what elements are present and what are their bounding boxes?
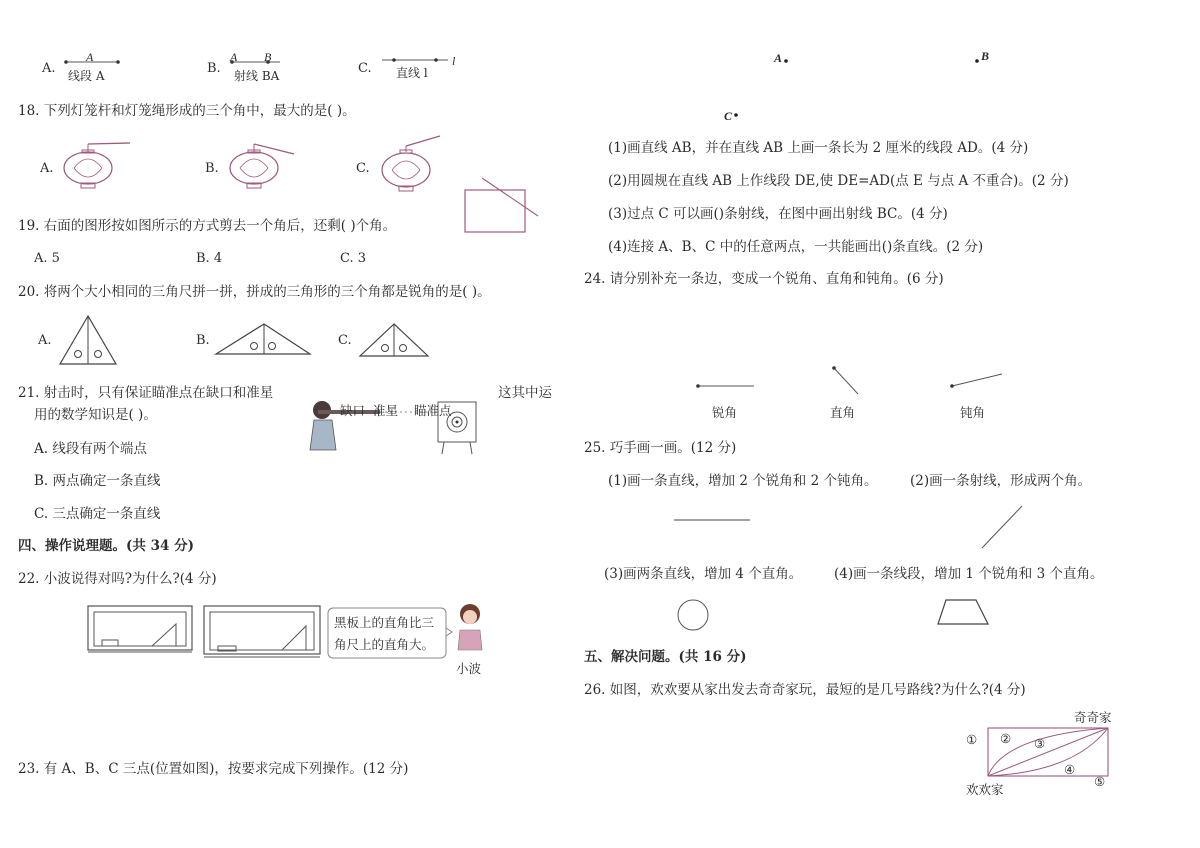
section-4-heading: 四、操作说理题。(共 34 分) [18,538,194,554]
q23-step-4: (4)连接 A、B、C 中的任意两点，一共能画出()条直线。(2 分) [608,239,984,255]
q25-figures-bottom [676,598,996,634]
shooter-illustration [298,388,492,460]
q21-option-c: C. 三点确定一条直线 [34,506,161,522]
q17-option-a: A. [42,61,56,76]
blackboard-ruler-figure [202,604,322,662]
boy-avatar [452,600,492,660]
route-2-label: ② [1000,731,1012,746]
label-gap: 缺口 [340,403,366,418]
q25-step-1: (1)画一条直线，增加 2 个锐角和 2 个钝角。 [608,473,878,489]
q25-step-2: (2)画一条射线，形成两个角。 [910,473,1092,489]
q20-question: 20. 将两个大小相同的三角尺拼一拼，拼成的三角形的三个角都是锐角的是( )。 [18,284,491,300]
q18-option-c: C. [356,161,370,176]
q23-step-3: (3)过点 C 可以画()条射线，在图中画出射线 BC。(4 分) [608,206,948,222]
triangle-ruler-c-icon [358,322,430,360]
q25-step-3: (3)画两条直线，增加 4 个直角。 [604,566,803,582]
label-aim-point: 瞄准点 [414,403,452,418]
lantern-icon-a [60,138,140,198]
q17-option-c: C. [358,61,372,76]
q21-question-line1-end: 这其中运 [498,385,552,401]
q19-option-b: B. 4 [196,251,223,266]
route-5-label: ⑤ [1094,774,1106,789]
triangle-ruler-b-icon [214,322,314,358]
cut-rectangle-figure [462,178,552,238]
q22-question: 22. 小波说得对吗?为什么?(4 分) [18,571,217,587]
label-acute-angle: 锐角 [712,405,738,420]
blackboard-figure [86,604,196,654]
bubble-text-1: 黑板上的直角比三 [334,615,435,630]
q25-figures-top [674,504,1034,550]
q25-question: 25. 巧手画一画。(12 分) [584,440,737,456]
route-4-label: ④ [1064,762,1076,777]
ray-point-b: B [264,50,272,64]
lantern-icon-c [378,138,458,200]
segment-label: 线段 A [68,69,105,83]
route-1-label: ① [966,732,978,747]
q18-option-a: A. [40,161,54,176]
q17-option-b: B. [207,61,221,76]
q20-option-a: A. [38,333,52,348]
q24-question: 24. 请分别补充一条边，变成一个锐角、直角和钝角。(6 分) [584,271,944,287]
q25-step-4: (4)画一条线段，增加 1 个锐角和 3 个直角。 [834,566,1104,582]
ray-point-a: A [230,50,238,64]
point-a-label: A [774,51,783,65]
q19-option-a: A. 5 [34,251,60,266]
ray-label: 射线 BA [234,69,280,83]
q19-option-c: C. 3 [340,251,367,266]
q20-option-c: C. [338,333,352,348]
segment-point-label: A [86,50,94,64]
q21-question-line1: 21. 射击时，只有保证瞄准点在缺口和准星 [18,385,274,401]
triangle-ruler-a-icon [58,314,118,368]
point-c-dot [733,112,739,118]
label-huanhuan-home: 欢欢家 [966,782,1004,797]
q23-question: 23. 有 A、B、C 三点(位置如图)，按要求完成下列操作。(12 分) [18,761,409,777]
boy-name: 小波 [456,661,482,676]
q18-option-b: B. [205,161,219,176]
q18-question: 18. 下列灯笼杆和灯笼绳形成的三个角中，最大的是( )。 [18,103,356,119]
line-label: 直线 l [396,66,428,80]
line-name: l [452,54,456,68]
label-qiqi-home: 奇奇家 [1074,710,1112,725]
label-front-sight: 准星 [373,403,399,418]
label-right-angle: 直角 [830,405,856,420]
bubble-text-2: 角尺上的直角大。 [334,637,435,652]
q24-angle-rays [696,364,1016,394]
q26-question: 26. 如图，欢欢要从家出发去奇奇家玩，最短的是几号路线?为什么?(4 分) [584,682,1026,698]
label-obtuse-angle: 钝角 [960,405,986,420]
point-b-dot [974,58,980,64]
q19-question: 19. 右面的图形按如图所示的方式剪去一个角后，还剩( )个角。 [18,218,397,234]
point-c-label: C [724,109,733,123]
q23-step-2: (2)用圆规在直线 AB 上作线段 DE,使 DE=AD(点 E 与点 A 不重合)。(2 分) [608,173,1069,189]
point-a-dot [783,58,789,64]
lantern-icon-b [226,138,306,198]
q23-step-1: (1)画直线 AB，并在直线 AB 上画一条长为 2 厘米的线段 AD。(4 分) [608,140,1029,156]
route-3-label: ③ [1034,736,1046,751]
point-b-label: B [981,49,990,63]
q21-option-b: B. 两点确定一条直线 [34,473,161,489]
section-5-heading: 五、解决问题。(共 16 分) [584,649,747,665]
q20-option-b: B. [196,333,210,348]
q21-option-a: A. 线段有两个端点 [34,441,147,457]
q21-question-line2: 用的数学知识是( )。 [34,407,157,423]
